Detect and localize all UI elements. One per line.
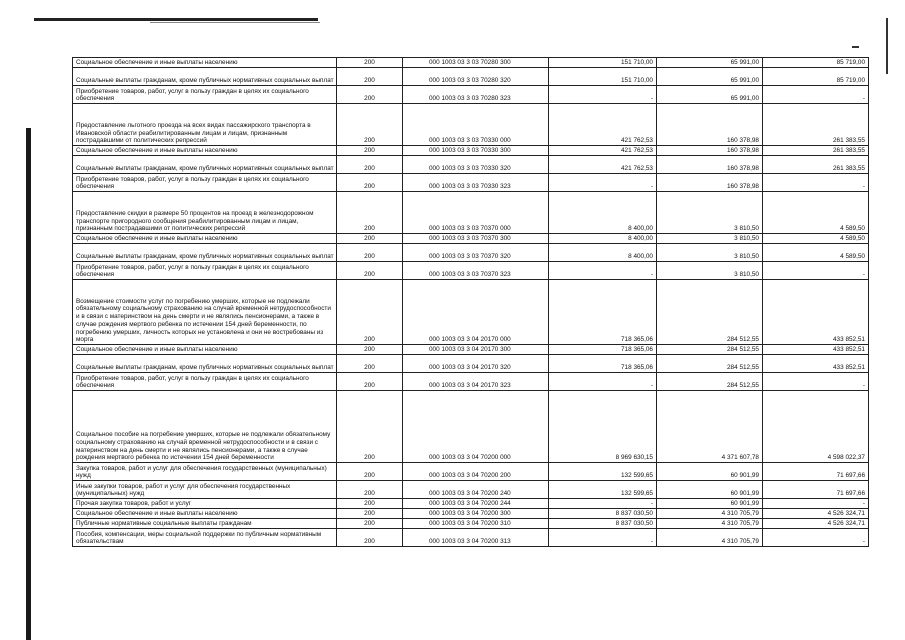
row-budget-code: 000 1003 03 3 04 70200 313	[403, 529, 549, 547]
scan-right-mark	[886, 18, 888, 74]
table-row	[73, 86, 869, 104]
row-approved-amount: 132 599,65	[549, 463, 657, 481]
row-approved-amount: -	[549, 174, 657, 192]
table-row	[73, 509, 869, 519]
row-name: Публичные нормативные социальные выплаты гражданам	[73, 519, 337, 529]
row-unexecuted-amount: -	[763, 499, 869, 509]
row-name: Социальные выплаты гражданам, кроме публичных нормативных социальных выплат	[73, 355, 337, 373]
row-unexecuted-amount: 4 589,50	[763, 234, 869, 244]
row-budget-code: 000 1003 03 3 03 70330 000	[403, 104, 549, 146]
table-row	[73, 174, 869, 192]
table-row	[73, 355, 869, 373]
row-approved-amount: 8 837 030,50	[549, 509, 657, 519]
scan-top-line	[34, 18, 318, 21]
row-approved-amount: 718 365,06	[549, 345, 657, 355]
row-admin-code: 200	[337, 280, 403, 345]
row-approved-amount: -	[549, 499, 657, 509]
scan-top-line-thin	[150, 22, 320, 23]
row-admin-code: 200	[337, 519, 403, 529]
row-approved-amount: 421 762,53	[549, 104, 657, 146]
row-budget-code: 000 1003 03 3 03 70370 300	[403, 234, 549, 244]
row-executed-amount: 4 371 607,78	[657, 391, 763, 463]
row-unexecuted-amount: -	[763, 373, 869, 391]
row-unexecuted-amount: 85 719,00	[763, 58, 869, 68]
table-row	[73, 156, 869, 174]
row-unexecuted-amount: -	[763, 262, 869, 280]
row-admin-code: 200	[337, 104, 403, 146]
row-name: Социальное пособие на погребение умерших, которые не подлежали обязательному социальному страхованию на случай временной нетрудоспособности и в связи с материнством на день смерти и не являлись пенсионерами, а также в случае рождения мертвого ребенка по истечении 154 дней беременности	[73, 391, 337, 463]
row-executed-amount: 284 512,55	[657, 373, 763, 391]
row-name: Социальные выплаты гражданам, кроме публичных нормативных социальных выплат	[73, 244, 337, 262]
row-name: Социальное обеспечение и иные выплаты населению	[73, 345, 337, 355]
row-executed-amount: 65 991,00	[657, 58, 763, 68]
row-executed-amount: 60 901,99	[657, 463, 763, 481]
row-approved-amount: 8 400,00	[549, 192, 657, 234]
row-admin-code: 200	[337, 234, 403, 244]
row-executed-amount: 160 378,98	[657, 146, 763, 156]
row-approved-amount: 718 365,06	[549, 355, 657, 373]
scan-dash-mark	[852, 46, 859, 48]
scan-left-edge	[26, 128, 31, 640]
row-executed-amount: 4 310 705,79	[657, 509, 763, 519]
row-name: Предоставление скидки в размере 50 процентов на проезд в железнодорожном транспорте пригородного сообщения реабилитированным лицам и лицам, признанным пострадавшими от политических репрессий	[73, 192, 337, 234]
row-executed-amount: 160 378,98	[657, 174, 763, 192]
row-name: Социальные выплаты гражданам, кроме публичных нормативных социальных выплат	[73, 156, 337, 174]
table-row	[73, 373, 869, 391]
row-admin-code: 200	[337, 499, 403, 509]
row-admin-code: 200	[337, 509, 403, 519]
row-approved-amount: -	[549, 529, 657, 547]
row-admin-code: 200	[337, 192, 403, 234]
row-admin-code: 200	[337, 174, 403, 192]
row-admin-code: 200	[337, 373, 403, 391]
table-row	[73, 68, 869, 86]
row-unexecuted-amount: -	[763, 86, 869, 104]
row-budget-code: 000 1003 03 3 03 70330 323	[403, 174, 549, 192]
row-name: Социальное обеспечение и иные выплаты населению	[73, 509, 337, 519]
table-row	[73, 234, 869, 244]
row-budget-code: 000 1003 03 3 03 70330 300	[403, 146, 549, 156]
row-name: Приобретение товаров, работ, услуг в пользу граждан в целях их социального обеспечения	[73, 373, 337, 391]
row-approved-amount: 132 599,65	[549, 481, 657, 499]
row-admin-code: 200	[337, 86, 403, 104]
row-budget-code: 000 1003 03 3 04 20170 000	[403, 280, 549, 345]
table-row	[73, 519, 869, 529]
row-admin-code: 200	[337, 463, 403, 481]
row-unexecuted-amount: 433 852,51	[763, 345, 869, 355]
table-row	[73, 58, 869, 68]
row-executed-amount: 160 378,98	[657, 104, 763, 146]
row-budget-code: 000 1003 03 3 04 70200 300	[403, 509, 549, 519]
row-name: Социальное обеспечение и иные выплаты населению	[73, 146, 337, 156]
row-executed-amount: 60 901,99	[657, 481, 763, 499]
row-executed-amount: 284 512,55	[657, 280, 763, 345]
table-row	[73, 192, 869, 234]
row-unexecuted-amount: 433 852,51	[763, 280, 869, 345]
row-unexecuted-amount: 4 589,50	[763, 244, 869, 262]
row-executed-amount: 160 378,98	[657, 156, 763, 174]
row-approved-amount: 8 837 030,50	[549, 519, 657, 529]
row-unexecuted-amount: 261 383,55	[763, 146, 869, 156]
row-executed-amount: 65 991,00	[657, 86, 763, 104]
table-row	[73, 529, 869, 547]
row-unexecuted-amount: -	[763, 529, 869, 547]
row-name: Иные закупки товаров, работ и услуг для обеспечения государственных (муниципальных) нужд	[73, 481, 337, 499]
row-budget-code: 000 1003 03 3 03 70280 323	[403, 86, 549, 104]
row-budget-code: 000 1003 03 3 03 70330 320	[403, 156, 549, 174]
row-executed-amount: 65 991,00	[657, 68, 763, 86]
budget-table	[72, 57, 869, 547]
row-approved-amount: 421 762,53	[549, 146, 657, 156]
row-budget-code: 000 1003 03 3 03 70370 320	[403, 244, 549, 262]
row-executed-amount: 60 901,99	[657, 499, 763, 509]
row-unexecuted-amount: 261 383,55	[763, 104, 869, 146]
row-unexecuted-amount: 71 697,66	[763, 463, 869, 481]
row-budget-code: 000 1003 03 3 04 70200 000	[403, 391, 549, 463]
row-approved-amount: 8 969 630,15	[549, 391, 657, 463]
row-budget-code: 000 1003 03 3 03 70280 320	[403, 68, 549, 86]
row-executed-amount: 4 310 705,79	[657, 519, 763, 529]
table-row	[73, 481, 869, 499]
row-admin-code: 200	[337, 355, 403, 373]
table-row	[73, 104, 869, 146]
row-name: Социальные выплаты гражданам, кроме публичных нормативных социальных выплат	[73, 68, 337, 86]
row-executed-amount: 284 512,55	[657, 355, 763, 373]
table-row	[73, 262, 869, 280]
row-approved-amount: 8 400,00	[549, 244, 657, 262]
row-executed-amount: 3 810,50	[657, 262, 763, 280]
row-admin-code: 200	[337, 391, 403, 463]
row-admin-code: 200	[337, 146, 403, 156]
table-row	[73, 391, 869, 463]
row-admin-code: 200	[337, 156, 403, 174]
row-admin-code: 200	[337, 529, 403, 547]
table-row	[73, 280, 869, 345]
row-approved-amount: 718 365,06	[549, 280, 657, 345]
row-budget-code: 000 1003 03 3 03 70280 300	[403, 58, 549, 68]
row-budget-code: 000 1003 03 3 04 70200 240	[403, 481, 549, 499]
row-approved-amount: 8 400,00	[549, 234, 657, 244]
row-unexecuted-amount: 4 526 324,71	[763, 509, 869, 519]
row-executed-amount: 4 310 705,79	[657, 529, 763, 547]
row-admin-code: 200	[337, 345, 403, 355]
row-admin-code: 200	[337, 262, 403, 280]
row-unexecuted-amount: 85 719,00	[763, 68, 869, 86]
row-name: Пособия, компенсации, меры социальной поддержки по публичным нормативным обязательствам	[73, 529, 337, 547]
row-name: Приобретение товаров, работ, услуг в пользу граждан в целях их социального обеспечения	[73, 174, 337, 192]
row-approved-amount: -	[549, 86, 657, 104]
row-approved-amount: -	[549, 262, 657, 280]
row-budget-code: 000 1003 03 3 04 70200 200	[403, 463, 549, 481]
row-unexecuted-amount: 4 589,50	[763, 192, 869, 234]
row-budget-code: 000 1003 03 3 03 70370 323	[403, 262, 549, 280]
row-approved-amount: 421 762,53	[549, 156, 657, 174]
row-admin-code: 200	[337, 244, 403, 262]
row-admin-code: 200	[337, 68, 403, 86]
row-name: Приобретение товаров, работ, услуг в пользу граждан в целях их социального обеспечения	[73, 262, 337, 280]
row-name: Приобретение товаров, работ, услуг в пользу граждан в целях их социального обеспечения	[73, 86, 337, 104]
row-executed-amount: 3 810,50	[657, 244, 763, 262]
row-budget-code: 000 1003 03 3 04 20170 300	[403, 345, 549, 355]
row-name: Закупка товаров, работ и услуг для обеспечения государственных (муниципальных) нужд	[73, 463, 337, 481]
row-name: Социальное обеспечение и иные выплаты населению	[73, 234, 337, 244]
table-row	[73, 244, 869, 262]
budget-table-body	[73, 58, 869, 547]
row-unexecuted-amount: -	[763, 174, 869, 192]
row-unexecuted-amount: 4 526 324,71	[763, 519, 869, 529]
row-admin-code: 200	[337, 58, 403, 68]
row-approved-amount: 151 710,00	[549, 68, 657, 86]
row-name: Прочая закупка товаров, работ и услуг	[73, 499, 337, 509]
row-name: Социальное обеспечение и иные выплаты населению	[73, 58, 337, 68]
row-unexecuted-amount: 433 852,51	[763, 355, 869, 373]
row-approved-amount: 151 710,00	[549, 58, 657, 68]
row-budget-code: 000 1003 03 3 03 70370 000	[403, 192, 549, 234]
table-row	[73, 499, 869, 509]
row-executed-amount: 3 810,50	[657, 192, 763, 234]
row-budget-code: 000 1003 03 3 04 20170 320	[403, 355, 549, 373]
table-row	[73, 146, 869, 156]
row-unexecuted-amount: 261 383,55	[763, 156, 869, 174]
row-name: Предоставление льготного проезда на всех видах пассажирского транспорта в Ивановской области реабилитированным лицам и лицам, признанным пострадавшими от политических репрессий	[73, 104, 337, 146]
row-approved-amount: -	[549, 373, 657, 391]
row-executed-amount: 3 810,50	[657, 234, 763, 244]
row-budget-code: 000 1003 03 3 04 20170 323	[403, 373, 549, 391]
row-admin-code: 200	[337, 481, 403, 499]
row-unexecuted-amount: 4 598 022,37	[763, 391, 869, 463]
table-row	[73, 345, 869, 355]
row-budget-code: 000 1003 03 3 04 70200 310	[403, 519, 549, 529]
row-budget-code: 000 1003 03 3 04 70200 244	[403, 499, 549, 509]
table-row	[73, 463, 869, 481]
row-unexecuted-amount: 71 697,66	[763, 481, 869, 499]
row-name: Возмещение стоимости услуг по погребению умерших, которые не подлежали обязательному социальному страхованию на случай временной нетрудоспособности и в связи с материнством на день смерти и не являлись пенсионерами, а также в случае рождения мертвого ребенка по истечении 154 дней беременности, по погребению умерших, личность которых не установлена и они не востребованы из морга	[73, 280, 337, 345]
row-executed-amount: 284 512,55	[657, 345, 763, 355]
